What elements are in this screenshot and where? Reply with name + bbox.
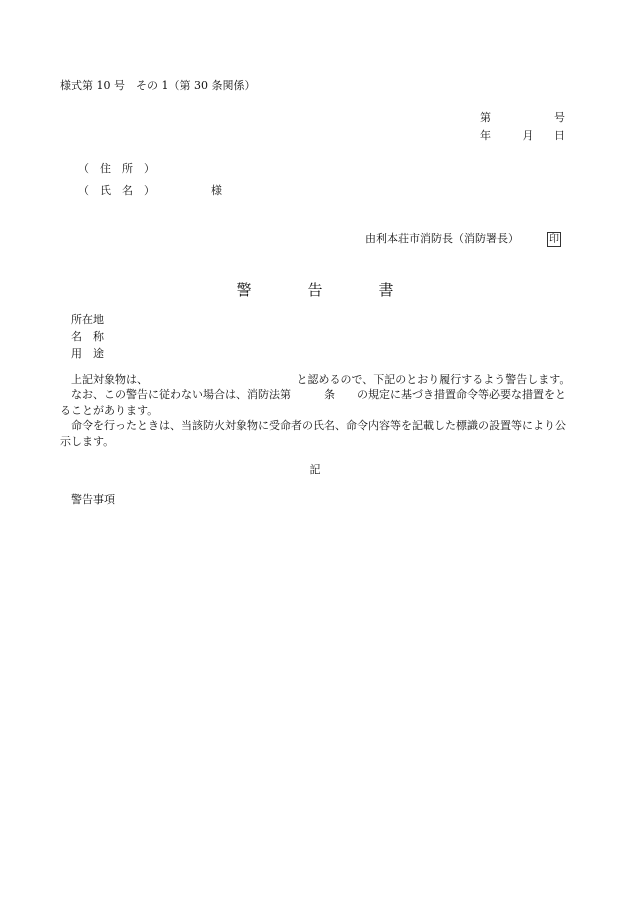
reference-dai: 第 bbox=[480, 111, 491, 124]
field-location-label: 所在地 bbox=[71, 313, 104, 326]
document-title bbox=[0, 280, 630, 300]
issuer bbox=[365, 232, 561, 247]
body-text bbox=[60, 372, 574, 449]
date-day: 日 bbox=[554, 129, 565, 142]
reference-number-row bbox=[480, 111, 565, 129]
title-char-2: 告 bbox=[307, 281, 323, 299]
seal-mark: 印 bbox=[549, 234, 559, 245]
title-char-3: 書 bbox=[378, 281, 394, 299]
field-name-label: 名 称 bbox=[71, 330, 104, 343]
reference-go: 号 bbox=[554, 111, 565, 124]
date-year: 年 bbox=[480, 129, 491, 142]
form-number: 様式第 10 号 その 1（第 30 条関係） bbox=[60, 79, 256, 92]
body-paragraph-2: なお、この警告に従わない場合は、消防法第 条 の規定に基づき措置命令等必要な措置をとることがあります。 bbox=[60, 388, 566, 417]
ki-heading: 記 bbox=[309, 463, 321, 476]
recipient-address-label: （ 住 所 ） bbox=[78, 162, 155, 175]
warning-items-label: 警告事項 bbox=[71, 493, 115, 506]
reference-block bbox=[480, 111, 565, 147]
field-use-label: 用 途 bbox=[71, 347, 104, 360]
recipient-name-row bbox=[78, 184, 222, 199]
recipient-name-label: （ 氏 名 ） bbox=[78, 184, 155, 197]
body-paragraph-3: 命令を行ったときは、当該防火対象物に受命者の氏名、命令内容等を記載した標識の設置等により公示します。 bbox=[60, 419, 566, 448]
body-paragraph-1: 上記対象物は、 と認めるので、下記のとおり履行するよう警告します。 bbox=[71, 373, 571, 386]
title-char-1: 警 bbox=[236, 281, 252, 299]
date-month: 月 bbox=[522, 129, 534, 142]
recipient-honorific: 様 bbox=[211, 184, 222, 197]
issuer-name: 由利本荘市消防長（消防署長） bbox=[365, 232, 519, 246]
target-fields bbox=[71, 313, 104, 364]
date-row bbox=[480, 129, 565, 147]
